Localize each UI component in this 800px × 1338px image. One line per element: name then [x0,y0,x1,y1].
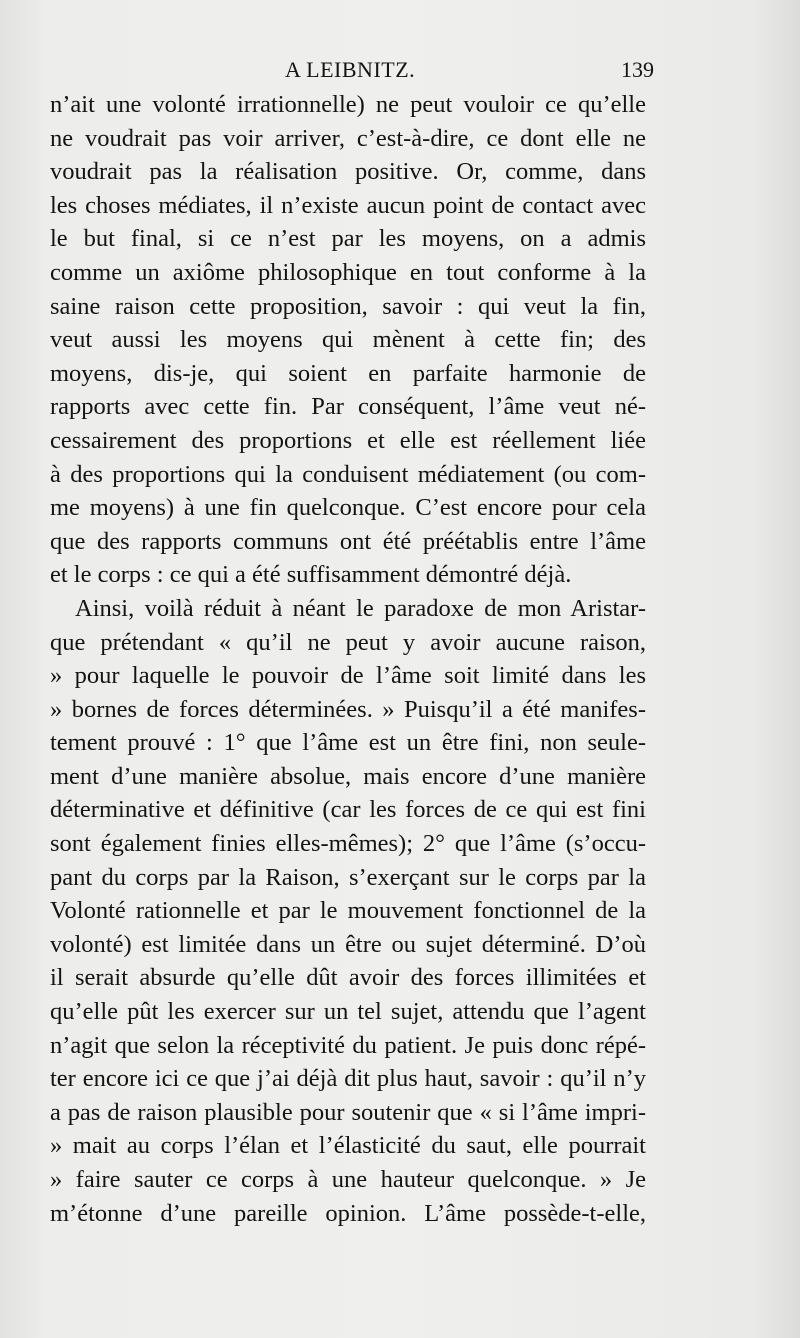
text-line: et le corps : ce qui a été suffisamment démontré déjà. [50,561,572,589]
text-line: ne voudrait pas voir arriver, c’est-à-dire, ce dont elle ne [50,124,646,152]
page-number: 139 [621,57,654,82]
text-line: pant du corps par la Raison, s’exerçant sur le corps par la [50,863,646,891]
text-line: m’étonne d’une pareille opinion. L’âme possède-t-elle, [50,1199,646,1227]
text-line: » mait au corps l’élan et l’élasticité du saut, elle pourrait [50,1132,646,1160]
text-line: » bornes de forces déterminées. » Puisqu’il a été manifes- [50,695,646,723]
text-line: a pas de raison plausible pour soutenir que « si l’âme impri- [50,1098,646,1126]
text-line: n’agit que selon la réceptivité du patient. Je puis donc répé- [50,1031,646,1059]
text-line: comme un axiôme philosophique en tout conforme à la [50,258,646,286]
body-text [50,88,646,1230]
text-line: Volonté rationnelle et par le mouvement fonctionnel de la [50,897,646,925]
text-line: ment d’une manière absolue, mais encore d’une manière [50,762,646,790]
text-line: Ainsi, voilà réduit à néant le paradoxe de mon Aristar- [75,594,646,622]
text-line: me moyens) à une fin quelconque. C’est encore pour cela [50,494,646,522]
text-line: rapports avec cette fin. Par conséquent, l’âme veut né- [50,393,646,421]
running-title: A LEIBNITZ. [285,57,416,82]
text-line: ter encore ici ce que j’ai déjà dit plus haut, savoir : qu’il n’y [50,1065,646,1093]
text-line: voudrait pas la réalisation positive. Or, comme, dans [50,158,646,186]
text-line: » pour laquelle le pouvoir de l’âme soit limité dans les [50,662,646,690]
text-line: n’ait une volonté irrationnelle) ne peut vouloir ce qu’elle [50,91,646,118]
text-line: » faire sauter ce corps à une hauteur quelconque. » Je [50,1166,646,1193]
text-line: sont également finies elles-mêmes); 2° que l’âme (s’occu- [50,830,646,858]
text-line: moyens, dis-je, qui soient en parfaite harmonie de [50,359,646,387]
text-line: il serait absurde qu’elle dût avoir des forces illimitées et [50,964,646,992]
text-line: qu’elle pût les exercer sur un tel sujet, attendu que l’agent [50,998,646,1026]
text-line: saine raison cette proposition, savoir : qui veut la fin, [50,292,646,320]
text-line: que prétendant « qu’il ne peut y avoir aucune raison, [50,628,646,656]
text-line: que des rapports communs ont été préétablis entre l’âme [50,527,646,555]
text-line: les choses médiates, il n’existe aucun point de contact avec [50,191,646,219]
text-line: à des proportions qui la conduisent médiatement (ou com- [50,460,646,488]
text-line: le but final, si ce n’est par les moyens, on a admis [50,225,646,253]
text-line: déterminative et définitive (car les forces de ce qui est fini [50,796,646,824]
text-line: volonté) est limitée dans un être ou sujet déterminé. D’où [50,930,646,958]
text-line: cessairement des proportions et elle est réellement liée [50,426,646,454]
text-line: tement prouvé : 1° que l’âme est un être fini, non seule- [50,729,646,757]
text-line: veut aussi les moyens qui mènent à cette fin; des [50,326,646,354]
running-head [50,52,654,88]
